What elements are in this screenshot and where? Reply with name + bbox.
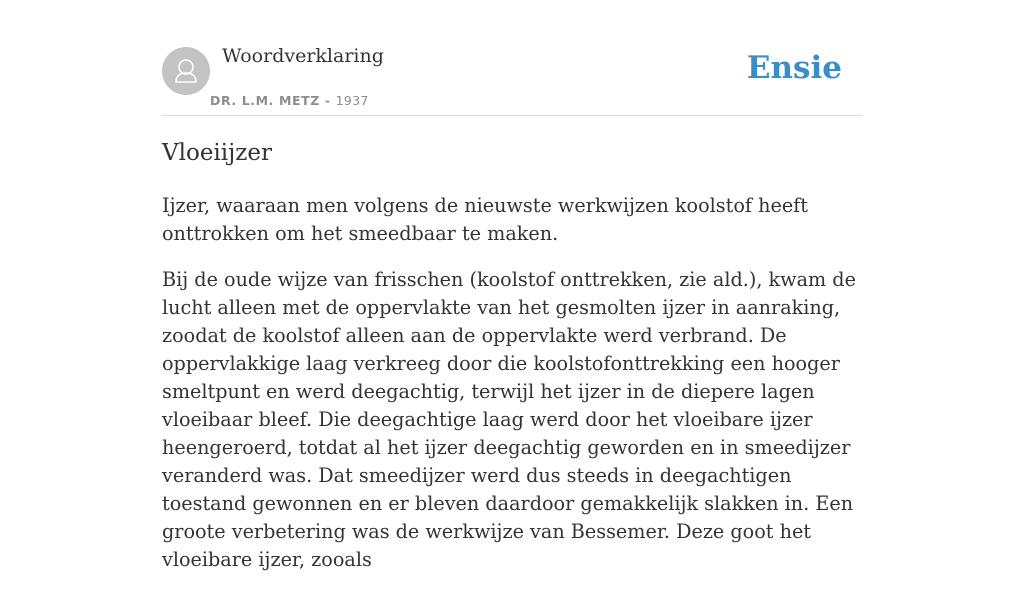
entry-paragraph: Ijzer, waaraan men volgens de nieuwste werkwijzen koolstof heeft onttrokken om het smeedbaar te maken. xyxy=(162,194,808,245)
entry-paragraph: Bij de oude wijze van frisschen (koolstof onttrekken, zie ald.), kwam de lucht alleen met de oppervlakte van het gesmolten ijzer in aanraking, zoodat de koolstof alleen aan de oppervlakte werd verbrand. De oppervlakkige laag verkreeg door die koolstofonttrekking een hooger smeltpunt en werd deegachtig, terwijl het ijzer in de diepere lagen vloeibaar bleef. Die deegachtige laag werd door het vloeibare ijzer heengeroerd, totdat al het ijzer deegachtig geworden en in smeedijzer veranderd was. Dat smeedijzer werd dus steeds in deegachtigen toestand gewonnen en er bleven daardoor gemakkelijk slakken in. Een groote verbetering was de werkwijze van Bessemer. Deze goot het vloeibare ijzer, zooals xyxy=(162,268,856,571)
author-byline[interactable] xyxy=(210,93,369,108)
entry-body xyxy=(162,192,868,592)
source-title[interactable]: Woordverklaring xyxy=(222,45,384,67)
publication-year: 1937 xyxy=(335,93,369,108)
entry-header xyxy=(162,0,862,116)
byline-separator: - xyxy=(319,93,336,108)
brand-logo[interactable]: Ensie xyxy=(746,50,842,86)
author-avatar[interactable] xyxy=(162,47,210,95)
entry-title: Vloeiijzer xyxy=(162,140,272,166)
user-icon xyxy=(162,47,210,95)
author-name: DR. L.M. METZ xyxy=(210,93,320,108)
